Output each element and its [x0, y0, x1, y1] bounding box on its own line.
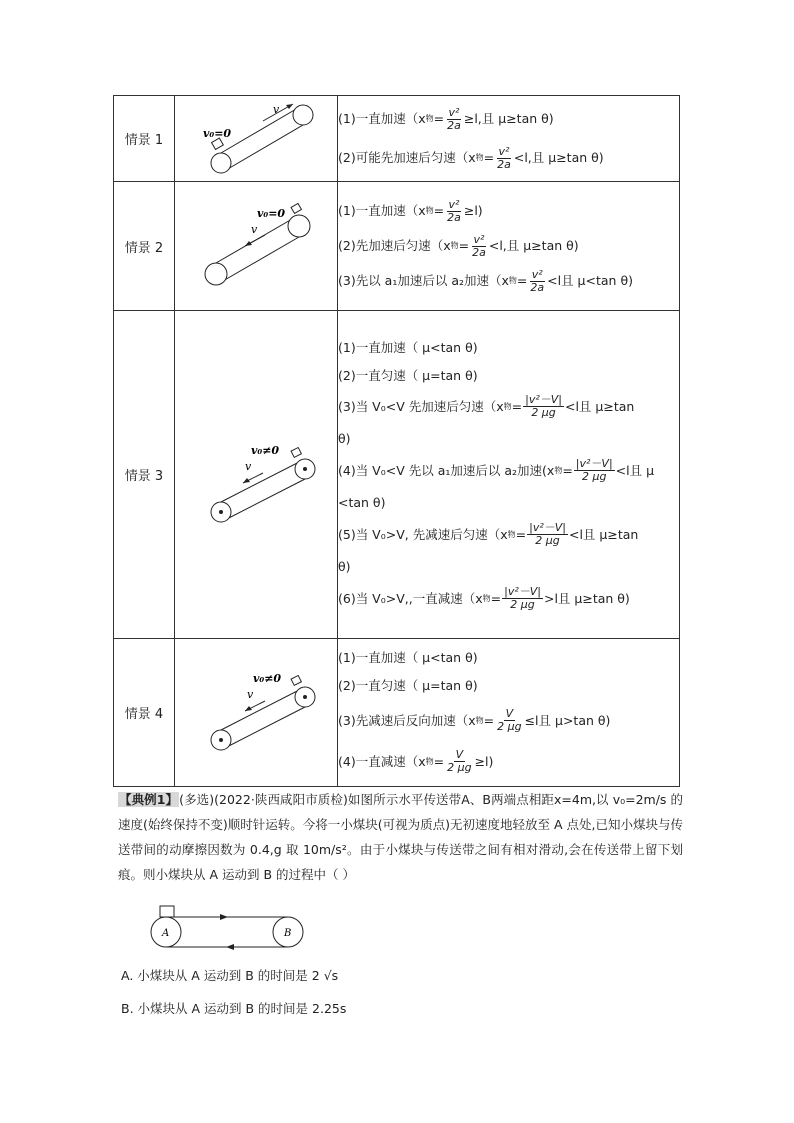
- scenario-row-4: [114, 639, 680, 787]
- scenario-table: [113, 95, 680, 787]
- scenario-text: [338, 639, 680, 787]
- scenario-figure: [175, 639, 338, 787]
- block: [291, 203, 301, 213]
- scenario-row-1: [114, 96, 680, 182]
- scenario-label: 情景 3: [114, 311, 175, 639]
- line: (1)一直加速（ μ<tan θ): [338, 339, 478, 355]
- example-tag: 【典例1】: [119, 792, 179, 807]
- line-continued: θ): [338, 558, 351, 574]
- line-continued: θ): [338, 430, 351, 446]
- belt-arrow-right: [220, 914, 228, 920]
- label-b: B: [284, 928, 292, 939]
- line: (1)一直加速（x 物 = $\frac{\text{v²}}{2a}$ ≥l): [338, 197, 483, 224]
- belt-moving-figure: [181, 661, 331, 761]
- v0-label: v₀=0: [257, 206, 286, 220]
- scenario-figure: [175, 96, 338, 182]
- line: (2)一直匀速（ μ=tan θ): [338, 367, 478, 383]
- scenario-text: [338, 96, 680, 182]
- line: (3)先减速后反向加速（x 物 = $\frac{V}{2 \mu g}$ ≤l且 μ>tan θ): [338, 707, 611, 733]
- scenario-text: [338, 182, 680, 311]
- option-a: A. 小煤块从 A 运动到 B 的时间是 2 √s: [121, 968, 339, 983]
- line: (1)一直加速（x 物 = $\frac{\text{v²}}{2a}$ ≥l,且 μ≥tan θ): [338, 105, 554, 132]
- v0-label: v₀=0: [203, 127, 232, 140]
- v-label: v: [245, 460, 252, 473]
- scenario-figure: [175, 182, 338, 311]
- scenario-label: 情景 1: [114, 96, 175, 182]
- coal-block: [160, 906, 174, 917]
- belt-up-figure: [181, 97, 331, 177]
- block: [291, 448, 301, 458]
- pulley: [288, 215, 310, 237]
- scenario-text: [338, 311, 680, 639]
- line: (2)可能先加速后匀速（x 物 = $\frac{\text{v²}}{2a}$ <l,且 μ≥tan θ): [338, 144, 604, 171]
- line: (5)当 V₀>V, 先减速后匀速（x 物 = $\frac{\text{|v²－V|}}{2 \mu g}$ <l且 μ≥tan: [338, 521, 639, 547]
- scenario-figure: [175, 311, 338, 639]
- scenario-label: 情景 2: [114, 182, 175, 311]
- belt-down-figure: [181, 195, 331, 295]
- belt-arrow-left: [226, 944, 234, 950]
- v-label: v: [273, 103, 280, 116]
- line: (2)一直匀速（ μ=tan θ): [338, 677, 478, 693]
- line: (1)一直加速（ μ<tan θ): [338, 649, 478, 665]
- horizontal-belt-figure: [148, 904, 308, 954]
- belt-moving-figure: [181, 423, 331, 523]
- block: [291, 676, 301, 686]
- line: (3)先以 a₁加速后以 a₂加速（x 物 = $\frac{\text{v²}}{2a}$ <l且 μ<tan θ): [338, 267, 633, 294]
- scenario-row-2: [114, 182, 680, 311]
- example-text: (多选)(2022·陕西咸阳市质检)如图所示水平传送带A、B两端点相距x=4m,以 v₀=2m/s 的速度(始终保持不变)顺时针运转。今将一小煤块(可视为质点)无初速度地轻放至 A 点处,已知小煤块与传送带间的动摩擦因数为 0.4,g 取 10m/s²。由于小煤块与传送带之间有相对滑动,会在传送带上留下划痕。则小煤块从 A 运动到 B 的过程中（ ）: [118, 792, 683, 882]
- scenario-label: 情景 4: [114, 639, 175, 787]
- label-a: A: [162, 928, 170, 939]
- v-label: v: [247, 688, 254, 701]
- v0-label: v₀≠0: [253, 672, 282, 685]
- v-label: v: [251, 222, 258, 236]
- pulley: [211, 153, 231, 173]
- pulley: [293, 105, 313, 125]
- line-continued: <tan θ): [338, 494, 386, 510]
- line: (4)一直减速（x 物 = $\frac{V}{2 \mu g}$ ≥l): [338, 748, 494, 774]
- scenario-row-3: [114, 311, 680, 639]
- pulley: [205, 263, 227, 285]
- line: (4)当 V₀<V 先以 a₁加速后以 a₂加速(x 物 = $\frac{\text{|v²－V|}}{2 \mu g}$ <l且 μ: [338, 457, 655, 483]
- example-question: [118, 787, 683, 887]
- v0-label: v₀≠0: [251, 444, 280, 457]
- line: (3)当 V₀<V 先加速后匀速（x 物 = $\frac{\text{|v²－V|}}{2 \mu g}$ <l且 μ≥tan: [338, 393, 635, 419]
- option-b: B. 小煤块从 A 运动到 B 的时间是 2.25s: [121, 1001, 347, 1016]
- line: (6)当 V₀>V,,一直减速（x 物 = $\frac{\text{|v²－V|}}{2 \mu g}$ >l且 μ≥tan θ): [338, 585, 630, 611]
- line: (2)先加速后匀速（x 物 = $\frac{\text{v²}}{2a}$ <l,且 μ≥tan θ): [338, 232, 579, 259]
